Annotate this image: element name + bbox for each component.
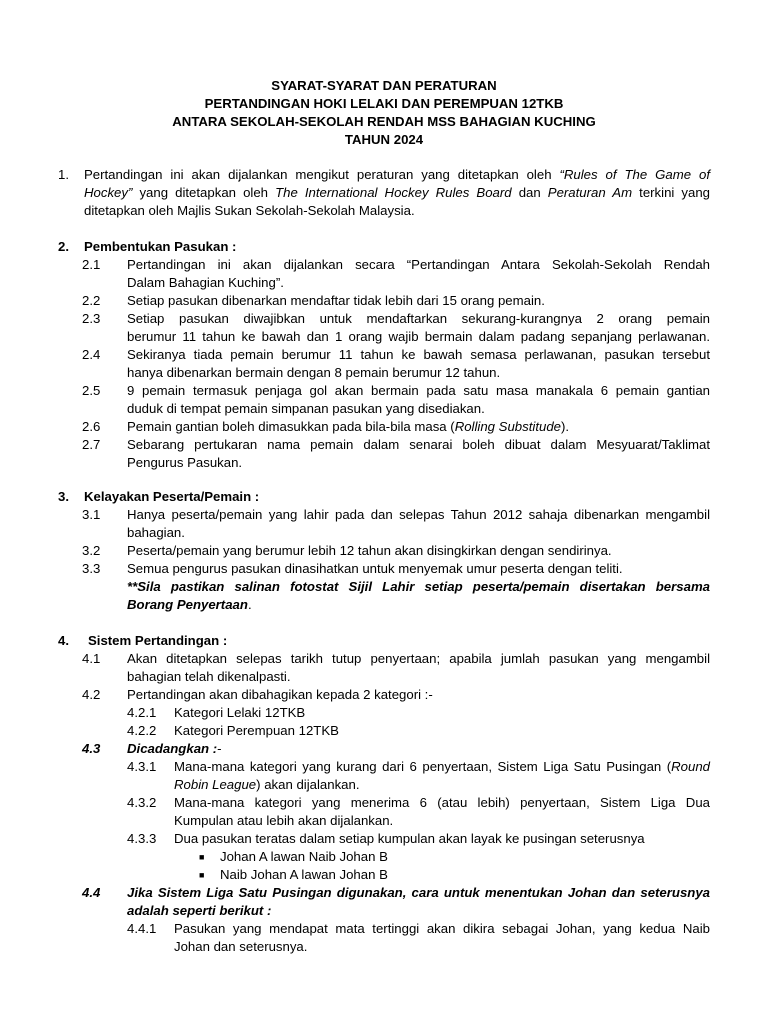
section-1-line-3: ditetapkan oleh Majlis Sukan Sekolah-Sekolah Malaysia. [84, 203, 415, 218]
section-2-heading: Pembentukan Pasukan : [84, 239, 237, 254]
item-3-2-line-1: Peserta/pemain yang berumur lebih 12 tahun akan disingkirkan dengan sendirinya. [127, 543, 612, 558]
item-4-4-1-number: 4.4.1 [127, 921, 157, 936]
section-2-number: 2. [58, 239, 69, 254]
item-3-1-line-2: bahagian. [127, 525, 185, 540]
item-4-3-1-line-1: Mana-mana kategori yang kurang dari 6 penyertaan, Sistem Liga Satu Pusingan (Round [174, 759, 710, 774]
item-3-3-number: 3.3 [82, 561, 101, 576]
item-4-4-1-line-1: Pasukan yang mendapat mata tertinggi akan dikira sebagai Johan, yang kedua Naib [174, 921, 710, 936]
item-2-3-number: 2.3 [82, 311, 101, 326]
item-4-3-3-number: 4.3.3 [127, 831, 157, 846]
item-2-5-line-1: 9 pemain termasuk penjaga gol akan bermain pada satu masa manakala 6 pemain gantian [127, 383, 710, 398]
bullet-icon: ■ [199, 870, 205, 880]
item-2-1-line-1: Pertandingan ini akan dijalankan secara “Pertandingan Antara Sekolah-Sekolah Rendah [127, 257, 710, 272]
item-4-2-line-1: Pertandingan akan dibahagikan kepada 2 kategori :- [127, 687, 433, 702]
item-2-4-line-1: Sekiranya tiada pemain berumur 11 tahun ke bawah semasa perlawanan, pasukan tersebut [127, 347, 710, 362]
item-2-1-line-2: Dalam Bahagian Kuching”. [127, 275, 284, 290]
section-1-line-1: Pertandingan ini akan dijalankan mengikut peraturan yang ditetapkan oleh “Rules of The Game of [84, 167, 710, 182]
item-4-1-number: 4.1 [82, 651, 101, 666]
section-4-number: 4. [58, 633, 69, 648]
item-4-4-line-1: Jika Sistem Liga Satu Pusingan digunakan, cara untuk menentukan Johan dan seterusnya [127, 885, 710, 900]
section-3-heading: Kelayakan Peserta/Pemain : [84, 489, 260, 504]
section-4-heading: Sistem Pertandingan : [88, 633, 228, 648]
item-4-2-2-line-1: Kategori Perempuan 12TKB [174, 723, 339, 738]
section-3-number: 3. [58, 489, 69, 504]
bullet-item: Johan A lawan Naib Johan B [220, 849, 388, 864]
item-2-2-number: 2.2 [82, 293, 101, 308]
item-4-3-3-line-1: Dua pasukan teratas dalam setiap kumpulan akan layak ke pusingan seterusnya [174, 831, 645, 846]
doc-title-line-3: ANTARA SEKOLAH-SEKOLAH RENDAH MSS BAHAGIAN KUCHING [172, 114, 596, 129]
item-2-2-line-1: Setiap pasukan dibenarkan mendaftar tidak lebih dari 15 orang pemain. [127, 293, 545, 308]
item-4-2-1-number: 4.2.1 [127, 705, 157, 720]
item-2-7-line-2: Pengurus Pasukan. [127, 455, 243, 470]
item-4-2-1-line-1: Kategori Lelaki 12TKB [174, 705, 306, 720]
item-4-1-line-1: Akan ditetapkan selepas tarikh tutup penyertaan; apabila jumlah pasukan yang mengambil [127, 651, 710, 666]
item-3-1-number: 3.1 [82, 507, 101, 522]
item-4-3-2-line-2: Kumpulan atau lebih akan dijalankan. [174, 813, 394, 828]
section-1-line-2: Hockey” yang ditetapkan oleh The International Hockey Rules Board dan Peraturan Am terkini yang [84, 185, 711, 200]
item-4-4-1-line-2: Johan dan seterusnya. [174, 939, 308, 954]
item-3-2-number: 3.2 [82, 543, 101, 558]
section-1-number: 1. [58, 167, 69, 182]
doc-title-line-2: PERTANDINGAN HOKI LELAKI DAN PEREMPUAN 12TKB [204, 96, 564, 111]
item-4-3-2-number: 4.3.2 [127, 795, 157, 810]
item-4-2-2-number: 4.2.2 [127, 723, 157, 738]
item-2-1-number: 2.1 [82, 257, 101, 272]
item-2-3-line-1: Setiap pasukan diwajibkan untuk mendaftarkan sekurang-kurangnya 2 orang pemain [127, 311, 710, 326]
item-4-1-line-2: bahagian telah dikenalpasti. [127, 669, 291, 684]
item-2-7-number: 2.7 [82, 437, 101, 452]
doc-title-line-1: SYARAT-SYARAT DAN PERATURAN [271, 78, 497, 93]
item-4-4-number: 4.4 [82, 885, 101, 900]
doc-title-line-4: TAHUN 2024 [344, 132, 424, 147]
bullet-icon: ■ [199, 852, 205, 862]
item-2-4-number: 2.4 [82, 347, 101, 362]
item-4-3-1-line-2: Robin League) akan dijalankan. [174, 777, 360, 792]
birth-certificate-note-line-1: **Sila pastikan salinan fotostat Sijil Lahir setiap peserta/pemain disertakan bersama [127, 579, 710, 594]
item-3-3-line-1: Semua pengurus pasukan dinasihatkan untuk menyemak umur peserta dengan teliti. [127, 561, 623, 576]
item-4-4-line-2: adalah seperti berikut : [127, 903, 272, 918]
item-2-6-number: 2.6 [82, 419, 101, 434]
item-2-5-line-2: duduk di tempat pemain simpanan pasukan yang disediakan. [127, 401, 485, 416]
item-4-3-line-1: Dicadangkan :- [127, 741, 222, 756]
item-2-7-line-1: Sebarang pertukaran nama pemain dalam senarai boleh dibuat dalam Mesyuarat/Taklimat [127, 437, 710, 452]
item-4-3-number: 4.3 [82, 741, 101, 756]
item-2-6-line-1: Pemain gantian boleh dimasukkan pada bila-bila masa (Rolling Substitude). [127, 419, 570, 434]
item-3-1-line-1: Hanya peserta/pemain yang lahir pada dan selepas Tahun 2012 sahaja dibenarkan mengambil [127, 507, 710, 522]
item-4-2-number: 4.2 [82, 687, 101, 702]
item-2-4-line-2: hanya dibenarkan bermain dengan 8 pemain berumur 12 tahun. [127, 365, 501, 380]
bullet-item: Naib Johan A lawan Johan B [220, 867, 388, 882]
item-2-3-line-2: berumur 11 tahun ke bawah dan 1 orang wajib bermain dalam padang sepanjang perlawanan. [127, 329, 710, 344]
item-4-3-1-number: 4.3.1 [127, 759, 157, 774]
item-2-5-number: 2.5 [82, 383, 101, 398]
item-4-3-2-line-1: Mana-mana kategori yang menerima 6 (atau lebih) penyertaan, Sistem Liga Dua [174, 795, 710, 810]
birth-certificate-note-line-2: Borang Penyertaan. [127, 597, 252, 612]
